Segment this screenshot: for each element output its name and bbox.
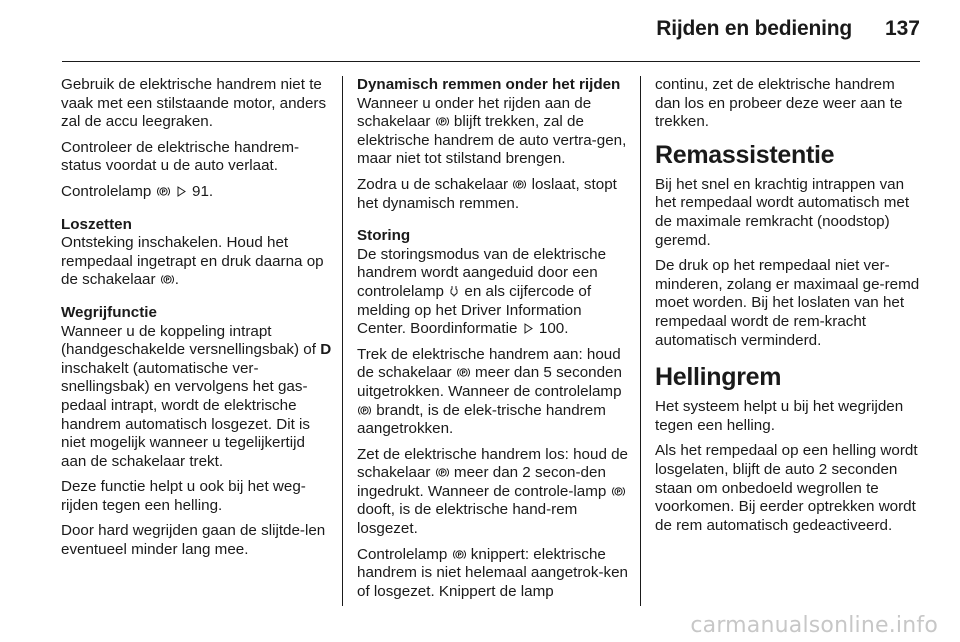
paragraph: Deze functie helpt u ook bij het weg-rijden tegen een helling. bbox=[61, 478, 306, 514]
parking-brake-icon bbox=[513, 179, 526, 190]
svg-text:P: P bbox=[440, 119, 445, 126]
column-1 bbox=[61, 76, 333, 567]
subheading-wegrijfunctie: Wegrijfunctie bbox=[61, 303, 157, 321]
paragraph: Zet de elektrische handrem los: houd de schakelaar P meer dan 2 secon-den ingedrukt. Wanneer de controle-lamp P dooft, is de elektrische hand-rem losgezet. bbox=[357, 445, 629, 538]
svg-text:P: P bbox=[165, 278, 170, 285]
paragraph: Bij het snel en krachtig intrappen van het rempedaal wordt automatisch met de maximale remkracht (noodstop) geremd. bbox=[655, 175, 910, 249]
page-reference-icon bbox=[177, 184, 186, 195]
paragraph: Gebruik de elektrische handrem niet te vaak met een stilstaande motor, anders zal de accu leegraken. bbox=[61, 76, 327, 131]
paragraph: Storing De storingsmodus van de elektrische handrem wordt aangeduid door een controlelamp en als cijfercode of melding op het Driver Information Center. Boordinformatie 100. bbox=[357, 227, 629, 339]
paragraph: Als het rempedaal op een helling wordt losgelaten, blijft de auto 2 seconden staan om onbedoeld wegrollen te voorkomen. Bij eerder optrekken wordt de rem automatisch gedeactiveerd. bbox=[655, 442, 918, 534]
column-divider bbox=[342, 76, 343, 606]
paragraph: Het systeem helpt u bij het wegrijden tegen een helling. bbox=[655, 398, 904, 434]
column-2 bbox=[357, 76, 629, 608]
column-3 bbox=[655, 76, 923, 542]
svg-text:P: P bbox=[616, 489, 621, 496]
svg-text:P: P bbox=[517, 182, 522, 189]
paragraph: Trek de elektrische handrem aan: houd de schakelaar P meer dan 5 seconden uitgetrokken. Wanneer de controlelamp P brandt, is de elek-trische handrem aangetrokken. bbox=[357, 345, 622, 438]
column-divider bbox=[640, 76, 641, 606]
paragraph: Wegrijfunctie Wanneer u de koppeling intrapt (handgeschakelde versnellingsbak) of D inschakelt (automatische ver-snellingsbak) en vervolgens het gas-pedaal intrapt, wordt de elektrische handrem automatisch losgezet. Dit is niet mogelijk wanneer u tegelijkertijd aan de schakelaar trekt. bbox=[61, 303, 332, 470]
paragraph: De druk op het rempedaal niet ver-minderen, zolang er maximaal ge-remd moet worden. Bij het loslaten van het rempedaal wordt de rem-kracht automatisch verminderd. bbox=[655, 257, 920, 349]
parking-brake-icon bbox=[436, 467, 449, 478]
section-title: Rijden en bediening bbox=[656, 17, 852, 40]
svg-text:P: P bbox=[161, 189, 166, 196]
parking-brake-icon bbox=[157, 186, 170, 197]
parking-brake-icon bbox=[436, 116, 449, 127]
page-reference-icon bbox=[524, 321, 533, 332]
svg-text:P: P bbox=[461, 371, 466, 378]
paragraph: Controleer de elektrische handrem-status voordat u de auto verlaat. bbox=[61, 138, 300, 175]
svg-text:P: P bbox=[440, 470, 445, 477]
svg-text:P: P bbox=[457, 552, 462, 559]
header-divider bbox=[62, 61, 920, 62]
watermark: carmanualsonline.info bbox=[690, 613, 938, 638]
parking-brake-icon bbox=[457, 367, 470, 378]
brake-fault-icon bbox=[449, 284, 459, 296]
heading-hellingrem: Hellingrem bbox=[655, 363, 782, 392]
subheading-storing: Storing bbox=[357, 227, 411, 245]
parking-brake-icon bbox=[161, 274, 174, 285]
parking-brake-icon bbox=[453, 549, 466, 560]
paragraph: Zodra u de schakelaar P loslaat, stopt het dynamisch remmen. bbox=[357, 175, 617, 212]
paragraph: Door hard wegrijden gaan de slijtde-len eventueel minder lang mee. bbox=[61, 522, 326, 559]
subheading-dynamisch-remmen: Dynamisch remmen onder het rijden bbox=[357, 76, 621, 93]
svg-text:P: P bbox=[362, 408, 367, 415]
page-number: 137 bbox=[884, 17, 920, 40]
page-header bbox=[0, 0, 960, 62]
paragraph: Dynamisch remmen onder het rijden Wanneer u onder het rijden aan de schakelaar P blijft trekken, zal de elektrische handrem de auto vertra-gen, maar niet tot stilstand brengen. bbox=[357, 76, 629, 169]
paragraph: continu, zet de elektrische handrem dan los en probeer deze weer aan te trekken. bbox=[655, 76, 903, 131]
paragraph: Controlelamp P knippert: elektrische handrem is niet helemaal aangetrok-ken of losgezet. Knippert de lamp bbox=[357, 545, 629, 600]
paragraph: Loszetten Ontsteking inschakelen. Houd het rempedaal ingetrapt en druk daarna op de schakelaar P . bbox=[61, 216, 333, 290]
subheading-loszetten: Loszetten bbox=[61, 215, 132, 233]
heading-remassistentie: Remassistentie bbox=[655, 140, 835, 169]
paragraph: Controlelamp P 91. bbox=[61, 182, 214, 200]
parking-brake-icon bbox=[358, 405, 371, 416]
parking-brake-icon bbox=[612, 486, 625, 497]
